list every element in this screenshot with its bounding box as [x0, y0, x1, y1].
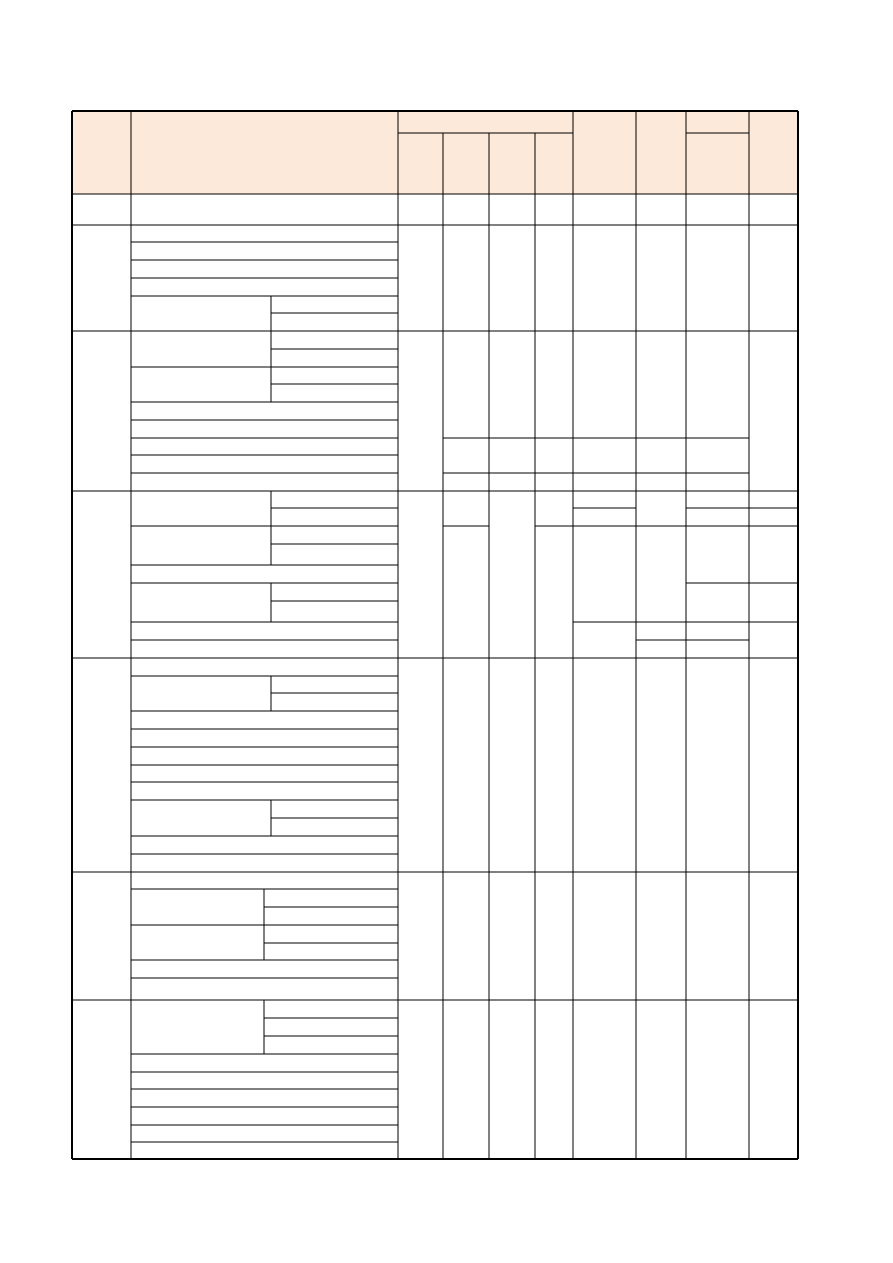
header-row-background	[72, 111, 798, 194]
